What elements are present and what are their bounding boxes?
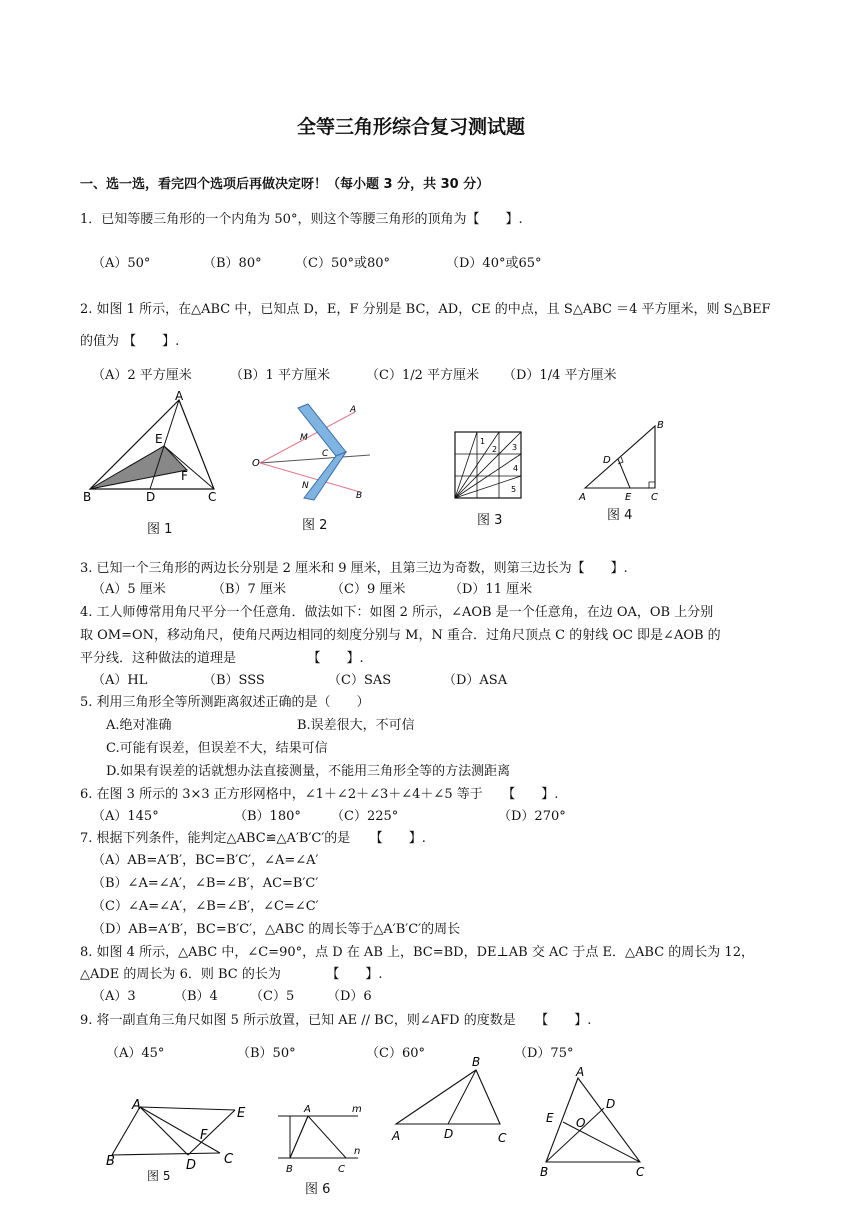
figure-5-set-squares (100, 1095, 260, 1175)
figure-6-caption: 图 6 (305, 1182, 331, 1197)
question-2-stem-line1: 2. 如图 1 所示，在△ABC 中，已知点 D，E，F 分别是 BC，AD，CE 的中点，且 S△ABC ＝4 平方厘米，则 S△BEF (80, 302, 771, 317)
q2-option-c: （C）1/2 平方厘米 (366, 368, 480, 383)
figure-6-parallel-lines (272, 1100, 372, 1180)
question-4-line3: 平分线．这种做法的道理是 【 】. (80, 651, 364, 666)
svg-text:A: A (350, 405, 357, 415)
svg-text:B: B (540, 1165, 549, 1179)
svg-text:B: B (657, 420, 664, 431)
figure-abc-triangle (388, 1054, 518, 1144)
question-6-stem: 6. 在图 3 所示的 3×3 正方形网格中，∠1＋∠2＋∠3＋∠4＋∠5 等于 【 】. (80, 787, 559, 802)
svg-text:n: n (354, 1146, 361, 1157)
svg-text:A: A (579, 492, 586, 503)
svg-text:C: C (322, 449, 329, 459)
q8-option-a: （A）3 (92, 989, 136, 1004)
q2-option-b: （B）1 平方厘米 (230, 368, 330, 383)
q4-option-b: （B）SSS (203, 673, 265, 688)
q9-option-c: （C）60° (366, 1046, 425, 1061)
q9-option-a: （A）45° (106, 1046, 165, 1061)
q5-option-d: D.如果有误差的话就想办法直接测量，不能用三角形全等的方法测距离 (106, 764, 511, 779)
q2-option-d: （D）1/4 平方厘米 (503, 368, 617, 383)
svg-text:A: A (304, 1104, 311, 1115)
svg-text:C: C (338, 1164, 345, 1175)
svg-text:O: O (252, 458, 260, 469)
section-header: 一、选一选，看完四个选项后再做决定呀！（每小题 3 分，共 30 分） (80, 177, 490, 192)
q7-option-c: （C）∠A=∠A′，∠B=∠B′，∠C=∠C′ (92, 899, 319, 914)
svg-text:D: D (444, 1127, 454, 1141)
question-7-stem: 7. 根据下列条件，能判定△ABC≌△A′B′C′的是 【 】. (80, 831, 426, 846)
q3-option-d: （D）11 厘米 (449, 582, 533, 597)
q9-option-b: （B）50° (237, 1046, 296, 1061)
q3-option-c: （C）9 厘米 (331, 582, 406, 597)
q6-option-c: （C）225° (331, 809, 399, 824)
question-4-line2: 取 OM=ON，移动角尺，使角尺两边相同的刻度分别与 M，N 重合．过角尺顶点 C 的射线 OC 即是∠AOB 的 (80, 628, 721, 643)
svg-text:A: A (132, 1098, 141, 1113)
q5-option-a: A.绝对准确 (106, 718, 172, 733)
q1-option-a: （A）50° (92, 256, 151, 271)
figure-2-angle-ruler (250, 400, 380, 510)
q4-option-d: （D）ASA (443, 673, 508, 688)
svg-text:E: E (625, 492, 632, 503)
svg-text:F: F (200, 1128, 208, 1143)
q1-option-b: （B）80° (203, 256, 262, 271)
svg-text:E: E (546, 1111, 554, 1125)
figure-5-caption: 图 5 (147, 1169, 171, 1183)
q6-option-d: （D）270° (498, 809, 566, 824)
svg-text:E: E (155, 432, 163, 446)
svg-text:m: m (352, 1104, 362, 1115)
svg-text:C: C (224, 1152, 234, 1167)
svg-text:A: A (392, 1129, 401, 1143)
svg-text:A: A (576, 1065, 585, 1079)
figure-cevians-triangle (530, 1064, 660, 1179)
q1-option-d: （D）40°或65° (446, 256, 542, 271)
question-5-stem: 5. 利用三角形全等所测距离叙述正确的是（ ） (80, 695, 370, 710)
q4-option-c: （C）SAS (328, 673, 392, 688)
svg-text:E: E (237, 1106, 246, 1121)
q3-option-a: （A）5 厘米 (92, 582, 166, 597)
question-3-stem: 3. 已知一个三角形的两边长分别是 2 厘米和 9 厘米，且第三边为奇数，则第三边长为【 】. (80, 561, 628, 576)
svg-text:B: B (472, 1055, 481, 1069)
svg-text:A: A (175, 390, 184, 403)
question-8-line2: △ADE 的周长为 6．则 BC 的长为 【 】. (80, 967, 383, 982)
q1-option-c: （C）50°或80° (295, 256, 391, 271)
q8-option-c: （C）5 (250, 989, 295, 1004)
svg-text:5: 5 (511, 485, 517, 494)
q6-option-b: （B）180° (234, 809, 301, 824)
q8-option-b: （B）4 (174, 989, 218, 1004)
svg-text:1: 1 (480, 437, 486, 446)
q2-option-a: （A）2 平方厘米 (92, 368, 192, 383)
svg-text:N: N (302, 481, 309, 491)
question-2-stem-line2: 的值为 【 】. (80, 334, 180, 349)
q5-option-c: C.可能有误差，但误差不大，结果可信 (106, 741, 328, 756)
svg-text:C: C (636, 1165, 645, 1179)
q6-option-a: （A）145° (92, 809, 159, 824)
figure-1-triangle (80, 390, 230, 510)
svg-text:3: 3 (512, 443, 518, 452)
question-9-stem: 9. 将一副直角三角尺如图 5 所示放置，已知 AE // BC，则∠AFD 的度数是 【 】. (80, 1013, 592, 1028)
figure-1-caption: 图 1 (147, 522, 173, 537)
svg-text:C: C (651, 492, 658, 503)
svg-text:B: B (83, 490, 92, 504)
q7-option-a: （A）AB=A′B′，BC=B′C′，∠A=∠A′ (92, 853, 319, 868)
svg-text:O: O (576, 1116, 586, 1130)
q5-option-b: B.误差很大，不可信 (297, 718, 415, 733)
svg-text:D: D (186, 1158, 197, 1173)
figure-4-caption: 图 4 (607, 508, 633, 523)
svg-text:F: F (181, 469, 188, 483)
svg-text:B: B (106, 1154, 115, 1169)
q7-option-d: （D）AB=A′B′，BC=B′C′，△ABC 的周长等于△A′B′C′的周长 (92, 922, 461, 937)
q7-option-b: （B）∠A=∠A′，∠B=∠B′，AC=B′C′ (92, 876, 319, 891)
svg-text:D: D (603, 455, 611, 466)
svg-text:D: D (146, 490, 156, 504)
q3-option-b: （B）7 厘米 (212, 582, 286, 597)
svg-text:2: 2 (492, 445, 498, 454)
svg-text:B: B (356, 491, 363, 501)
figure-3-grid (452, 430, 527, 505)
q9-option-d: （D）75° (514, 1046, 574, 1061)
svg-text:C: C (208, 490, 217, 504)
svg-text:C: C (498, 1131, 507, 1144)
figure-3-caption: 图 3 (477, 513, 503, 528)
svg-text:D: D (606, 1097, 616, 1111)
svg-text:B: B (286, 1164, 293, 1175)
figure-2-caption: 图 2 (302, 518, 328, 533)
figure-4-right-triangle (575, 416, 675, 506)
question-4-line1: 4. 工人师傅常用角尺平分一个任意角．做法如下：如图 2 所示，∠AOB 是一个任意角，在边 OA，OB 上分别 (80, 605, 714, 620)
question-8-line1: 8. 如图 4 所示，△ABC 中，∠C=90°，点 D 在 AB 上，BC=BD，DE⊥AB 交 AC 于点 E．△ABC 的周长为 12， (80, 945, 754, 960)
svg-text:4: 4 (513, 464, 519, 473)
q8-option-d: （D）6 (327, 989, 372, 1004)
question-1-stem: 1．已知等腰三角形的一个内角为 50°，则这个等腰三角形的顶角为【 】. (80, 212, 523, 227)
q4-option-a: （A）HL (92, 673, 148, 688)
page-title: 全等三角形综合复习测试题 (297, 116, 526, 138)
svg-text:M: M (300, 433, 308, 443)
